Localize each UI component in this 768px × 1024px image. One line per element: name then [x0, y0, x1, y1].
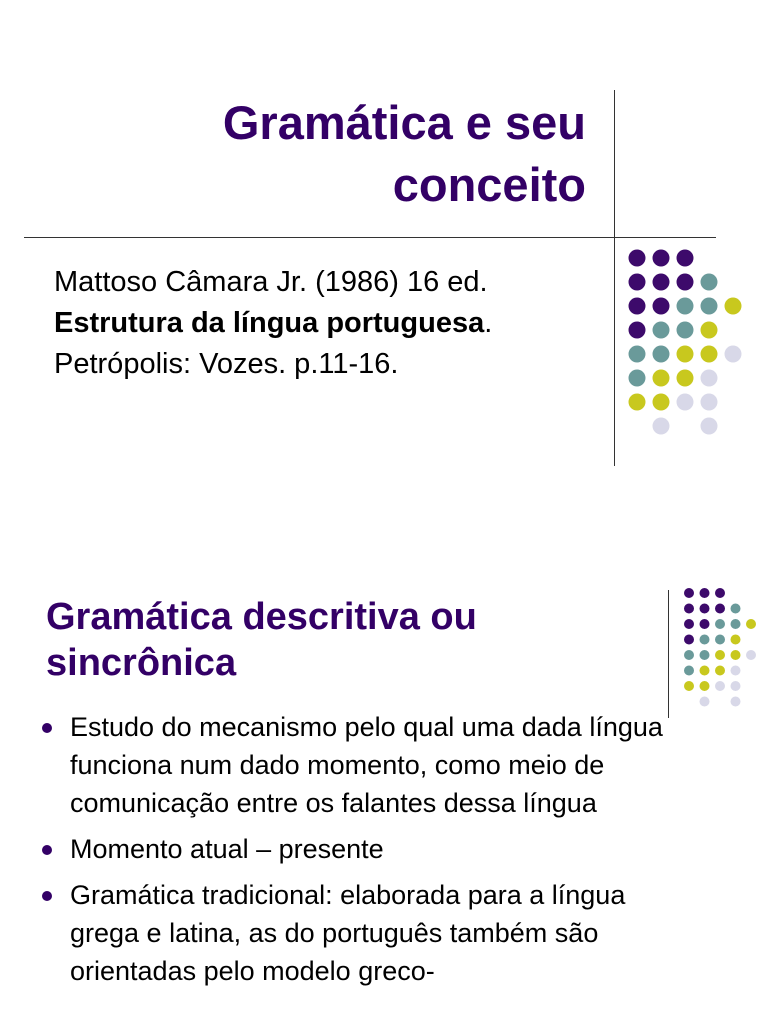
- bullet-list: [40, 708, 690, 998]
- decorative-dot: [715, 650, 725, 660]
- decorative-dot: [677, 298, 694, 315]
- decorative-dot: [684, 619, 694, 629]
- decorative-dot: [701, 370, 718, 387]
- decorative-dot: [715, 588, 725, 598]
- decorative-dot: [700, 681, 710, 691]
- slide-2-title-line-1: Gramática descritiva ou: [46, 596, 477, 638]
- decorative-dot: [731, 635, 741, 645]
- decorative-dot: [700, 650, 710, 660]
- list-item: Estudo do mecanismo pelo qual uma dada língua funciona num dado momento, como meio de comunicação entre os falantes dessa língua: [40, 708, 690, 822]
- slide-2: [0, 540, 768, 1024]
- decorative-dot: [700, 619, 710, 629]
- decorative-dot: [715, 666, 725, 676]
- decorative-dot: [653, 346, 670, 363]
- decorative-dot: [684, 604, 694, 614]
- decorative-dot: [725, 298, 742, 315]
- decorative-dot: [684, 666, 694, 676]
- decorative-dot: [700, 604, 710, 614]
- decorative-dot: [701, 418, 718, 435]
- slide-1-title-line-2: conceito: [392, 158, 586, 211]
- decorative-dot: [629, 346, 646, 363]
- decorative-dot: [653, 370, 670, 387]
- decorative-dot: [715, 635, 725, 645]
- decorative-dot: [700, 697, 710, 707]
- decorative-dot: [700, 635, 710, 645]
- decorative-dot: [677, 250, 694, 267]
- decorative-dot: [653, 322, 670, 339]
- slide-2-title-line-2: sincrônica: [46, 642, 237, 684]
- decorative-dot: [746, 650, 756, 660]
- decorative-dot: [731, 666, 741, 676]
- decorative-dot: [700, 588, 710, 598]
- decorative-dot: [684, 681, 694, 691]
- decorative-dot: [677, 394, 694, 411]
- list-item: Gramática tradicional: elaborada para a língua grega e latina, as do português também são orientadas pelo modelo greco-: [40, 876, 690, 990]
- decorative-dot: [677, 370, 694, 387]
- decorative-dot: [715, 681, 725, 691]
- decorative-dot: [715, 619, 725, 629]
- decorative-dot: [701, 394, 718, 411]
- reference-book-title: Estrutura da língua portuguesa: [54, 307, 485, 339]
- decorative-dot: [700, 666, 710, 676]
- decorative-dot: [731, 650, 741, 660]
- reference-author-line: Mattoso Câmara Jr. (1986) 16 ed.: [54, 266, 488, 298]
- decorative-dot: [701, 346, 718, 363]
- decorative-dot: [653, 394, 670, 411]
- decorative-dot: [684, 588, 694, 598]
- decorative-dot: [725, 346, 742, 363]
- reference-publisher-line: Petrópolis: Vozes. p.11-16.: [54, 348, 399, 380]
- slide-1-title-line-1: Gramática e seu: [222, 96, 586, 149]
- decorative-dot: [629, 250, 646, 267]
- decorative-dot: [653, 298, 670, 315]
- reference-book-suffix: .: [484, 307, 493, 339]
- decorative-dot: [629, 322, 646, 339]
- decorative-dot: [684, 650, 694, 660]
- decorative-dot: [731, 619, 741, 629]
- decorative-dot: [653, 418, 670, 435]
- decorative-dot: [677, 322, 694, 339]
- decorative-dot: [731, 697, 741, 707]
- decorative-dot: [629, 394, 646, 411]
- decorative-dot: [653, 274, 670, 291]
- decorative-dot: [677, 346, 694, 363]
- decorative-dot: [701, 322, 718, 339]
- list-item: Momento atual – presente: [40, 830, 690, 868]
- decorative-dot: [629, 274, 646, 291]
- decorative-dot: [629, 298, 646, 315]
- decorative-dot: [677, 274, 694, 291]
- decorative-dot: [653, 250, 670, 267]
- decorative-dot: [701, 274, 718, 291]
- decorative-dot: [684, 635, 694, 645]
- decorative-dot: [746, 619, 756, 629]
- decorative-dot: [731, 681, 741, 691]
- decorative-dot: [701, 298, 718, 315]
- decorative-dot: [715, 604, 725, 614]
- decorative-dot: [629, 370, 646, 387]
- decorative-dot: [731, 604, 741, 614]
